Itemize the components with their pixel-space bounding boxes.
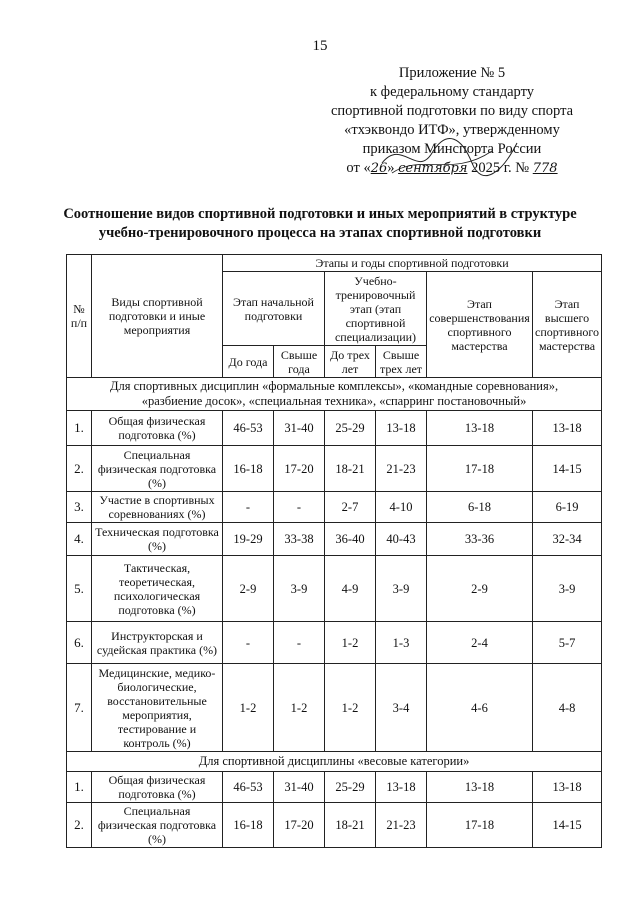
title-line: учебно-тренировочного процесса на этапах спортивной подготовки (98, 225, 542, 241)
header-kind: Виды спортивной подготовки и иные мероприятия (92, 255, 223, 378)
table-row (67, 772, 602, 803)
row-value: 31-40 (274, 411, 325, 446)
header-training: Учебно-тренировочный этап (этап спортивной специализации) (325, 272, 427, 346)
date-year: 2025 г. № (471, 160, 530, 176)
row-value: 14-15 (533, 446, 602, 492)
row-value: 2-7 (325, 492, 376, 523)
row-value: 13-18 (533, 772, 602, 803)
row-kind: Медицинские, медико-биологические, восстановительные мероприятия, тестирование и контроль (%) (92, 664, 223, 752)
date-day: 26 (370, 161, 388, 176)
row-number: 3. (67, 492, 92, 523)
row-value: 33-36 (427, 523, 533, 556)
row-value: 17-18 (427, 803, 533, 848)
document-title (20, 205, 620, 243)
row-value: 6-19 (533, 492, 602, 523)
header-up-to-year: До года (223, 346, 274, 378)
row-value: 18-21 (325, 803, 376, 848)
row-value: 3-9 (376, 556, 427, 622)
row-number: 7. (67, 664, 92, 752)
row-value: 36-40 (325, 523, 376, 556)
row-value: 21-23 (376, 446, 427, 492)
row-kind: Общая физическая подготовка (%) (92, 411, 223, 446)
table-row (67, 446, 602, 492)
table-row (67, 523, 602, 556)
table-row (67, 556, 602, 622)
row-value: 4-9 (325, 556, 376, 622)
title-line: Соотношение видов спортивной подготовки и иных мероприятий в структуре (63, 206, 577, 222)
row-number: 5. (67, 556, 92, 622)
row-kind: Участие в спортивных соревнованиях (%) (92, 492, 223, 523)
row-value: 16-18 (223, 446, 274, 492)
row-value: 13-18 (427, 411, 533, 446)
ratio-table (66, 254, 602, 848)
appendix-line: спортивной подготовки по виду спорта (330, 103, 574, 119)
page-number: 15 (312, 38, 328, 54)
header-up-to-three: До трех лет (325, 346, 376, 378)
row-number: 6. (67, 622, 92, 664)
row-value: 17-18 (427, 446, 533, 492)
row-value: - (223, 622, 274, 664)
row-value: 4-6 (427, 664, 533, 752)
row-kind: Общая физическая подготовка (%) (92, 772, 223, 803)
appendix-line: приказом Минспорта России (362, 141, 542, 157)
header-initial: Этап начальной подготовки (223, 272, 325, 346)
date-month: сентября (398, 161, 468, 176)
appendix-line: «тхэквондо ИТФ», утвержденному (344, 122, 560, 138)
header-stages: Этапы и годы спортивной подготовки (223, 255, 602, 272)
appendix-line: к федеральному стандарту (370, 84, 534, 100)
row-value: 25-29 (325, 411, 376, 446)
order-number: 778 (532, 161, 558, 176)
row-kind: Техническая подготовка (%) (92, 523, 223, 556)
row-value: 40-43 (376, 523, 427, 556)
row-kind: Инструкторская и судейская практика (%) (92, 622, 223, 664)
header-over-year: Свыше года (274, 346, 325, 378)
row-number: 2. (67, 803, 92, 848)
table-row (67, 664, 602, 752)
row-value: 1-2 (274, 664, 325, 752)
header-improvement: Этап совершенствования спортивного мастерства (427, 272, 533, 378)
row-kind: Специальная физическая подготовка (%) (92, 446, 223, 492)
section-header-2: Для спортивной дисциплины «весовые категории» (67, 752, 602, 772)
table-row (67, 803, 602, 848)
appendix-title: Приложение № 5 (398, 65, 506, 81)
row-kind: Специальная физическая подготовка (%) (92, 803, 223, 848)
row-value: 1-3 (376, 622, 427, 664)
row-value: 14-15 (533, 803, 602, 848)
row-kind: Тактическая, теоретическая, психологическая подготовка (%) (92, 556, 223, 622)
table-row (67, 492, 602, 523)
row-value: 18-21 (325, 446, 376, 492)
section-line: Для спортивных дисциплин «формальные комплексы», «командные соревнования», (109, 379, 559, 393)
table-row (67, 411, 602, 446)
row-value: 6-18 (427, 492, 533, 523)
header-num: № п/п (67, 255, 92, 378)
row-value: 2-4 (427, 622, 533, 664)
row-value: 3-9 (533, 556, 602, 622)
row-value: 17-20 (274, 446, 325, 492)
row-value: 5-7 (533, 622, 602, 664)
row-value: 13-18 (376, 411, 427, 446)
row-number: 4. (67, 523, 92, 556)
row-value: 2-9 (223, 556, 274, 622)
section-header-1 (67, 378, 602, 411)
row-value: 19-29 (223, 523, 274, 556)
row-number: 2. (67, 446, 92, 492)
row-value: 4-8 (533, 664, 602, 752)
row-value: 17-20 (274, 803, 325, 848)
row-number: 1. (67, 772, 92, 803)
appendix-block (302, 64, 602, 178)
row-value: 33-38 (274, 523, 325, 556)
header-highest: Этап высшего спортивного мастерства (533, 272, 602, 378)
row-value: 3-4 (376, 664, 427, 752)
row-value: 46-53 (223, 411, 274, 446)
row-value: 13-18 (427, 772, 533, 803)
row-value: 32-34 (533, 523, 602, 556)
row-value: - (274, 492, 325, 523)
row-value: - (274, 622, 325, 664)
row-value: 46-53 (223, 772, 274, 803)
date-mid: » (387, 160, 395, 176)
row-value: 13-18 (533, 411, 602, 446)
row-value: 16-18 (223, 803, 274, 848)
row-value: 21-23 (376, 803, 427, 848)
table-row (67, 622, 602, 664)
row-value: 1-2 (223, 664, 274, 752)
header-over-three: Свыше трех лет (376, 346, 427, 378)
order-date-line (302, 159, 602, 178)
row-value: 25-29 (325, 772, 376, 803)
row-value: - (223, 492, 274, 523)
row-value: 4-10 (376, 492, 427, 523)
row-value: 3-9 (274, 556, 325, 622)
row-value: 1-2 (325, 664, 376, 752)
row-value: 13-18 (376, 772, 427, 803)
date-prefix: от « (346, 160, 371, 176)
row-number: 1. (67, 411, 92, 446)
row-value: 31-40 (274, 772, 325, 803)
section-line: «разбиение досок», «специальная техника», «спарринг постановочный» (141, 394, 527, 408)
row-value: 1-2 (325, 622, 376, 664)
row-value: 2-9 (427, 556, 533, 622)
